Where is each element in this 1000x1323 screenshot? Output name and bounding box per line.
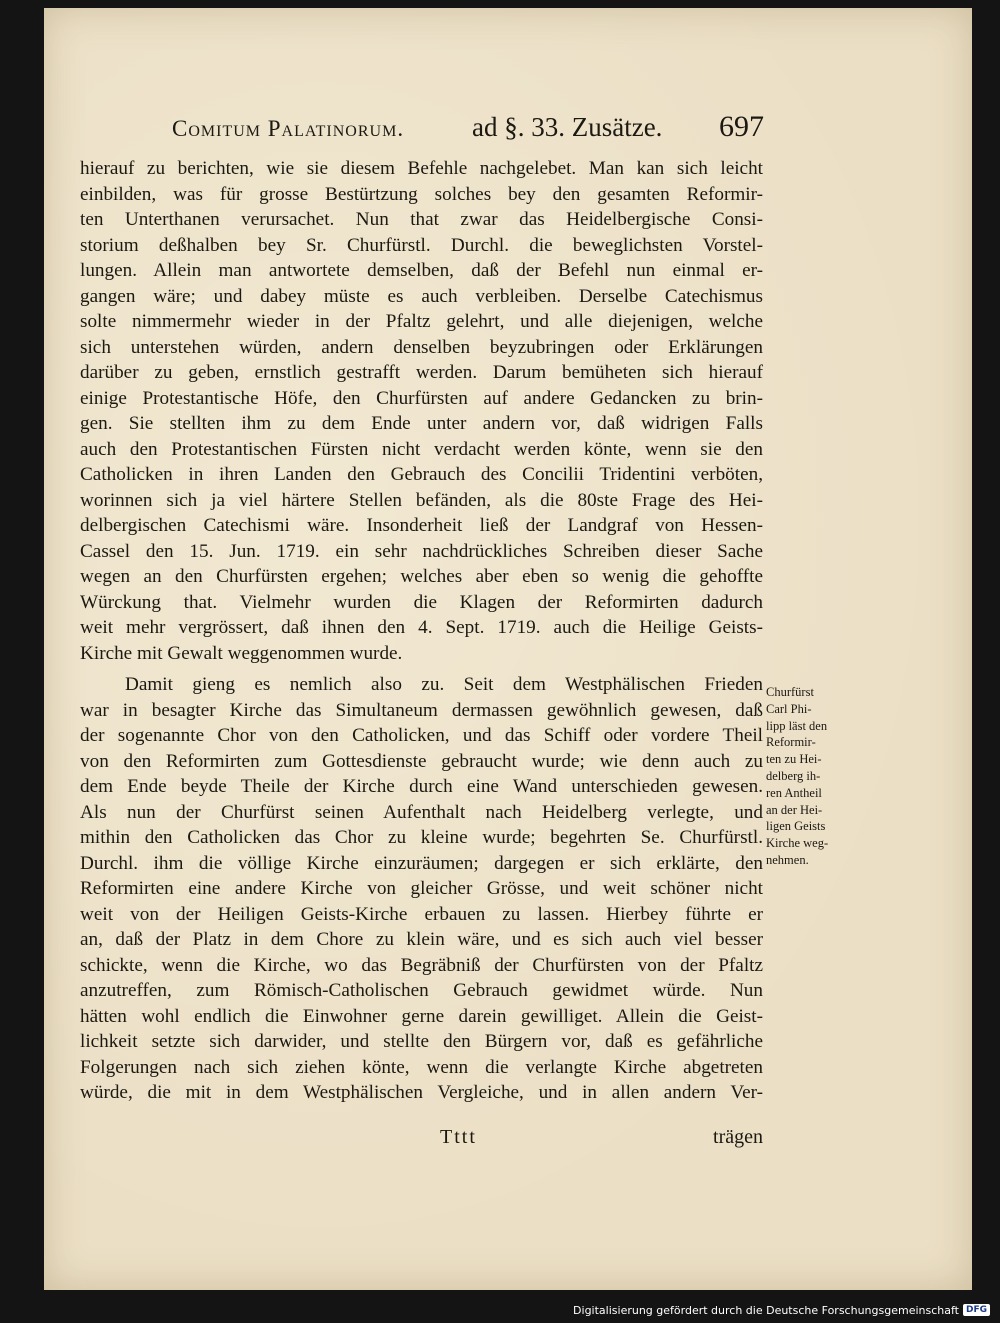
- text-line: würde, die mit in dem Westphälischen Vergleiche, und in allen andern Ver-: [80, 1082, 763, 1103]
- text-line: Würckung that. Vielmehr wurden die Klagen der Reformirten dadurch: [80, 591, 763, 613]
- margin-line: nehmen.: [766, 852, 809, 867]
- text-line: einbilden, was für grosse Bestürtzung solches bey den gesamten Reformir-: [80, 183, 763, 205]
- text-line: einige Protestantische Höfe, den Churfürsten auf andere Gedancken zu brin-: [80, 387, 763, 409]
- text-line: Kirche mit Gewalt weggenommen wurde.: [80, 642, 403, 664]
- running-title: Comitum Palatinorum.: [172, 116, 405, 141]
- text-line: anzutreffen, zum Römisch-Catholischen Gebrauch gewidmet würde. Nun: [80, 980, 763, 1001]
- signature-mark: Tttt: [440, 1126, 477, 1148]
- text-line: Reformirten eine andere Kirche von gleicher Grösse, und weit schöner nicht: [80, 878, 763, 899]
- main-text: [80, 156, 763, 1106]
- text-line: solte nimmermehr wieder in der Pfaltz gelehrt, und alle diejenigen, welche: [80, 311, 763, 332]
- text-line: lungen. Allein man antwortete demselben, daß der Befehl nun einmal er-: [80, 260, 763, 281]
- margin-note: [766, 684, 856, 869]
- margin-line: Reformir-: [766, 735, 816, 750]
- text-line: lichkeit setzte sich darwider, und stellte den Bürgern vor, daß es gefährliche: [80, 1031, 763, 1052]
- text-line: wegen an den Churfürsten ergehen; welches aber eben so wenig die gehoffte: [80, 566, 763, 587]
- text-line: Catholicken in ihren Landen den Gebrauch des Concilii Tridentini verböten,: [80, 464, 763, 485]
- text-line: ten Unterthanen verursachet. Nun that zwar das Heidelbergische Consi-: [80, 209, 763, 230]
- text-line: Damit gieng es nemlich also zu. Seit dem Westphälischen Frieden: [125, 674, 763, 695]
- margin-line: Kirche weg-: [766, 836, 829, 851]
- text-line: sich unterstehen würden, andern denselben beyzubringen oder Erklärungen: [80, 336, 763, 358]
- digitization-credit: [573, 1302, 990, 1318]
- text-line: worinnen sich ja viel härtere Stellen befänden, als die 80ste Frage des Hei-: [80, 489, 763, 511]
- text-line: auch den Protestantischen Fürsten nicht verdacht werden könte, wenn sie den: [80, 438, 763, 460]
- margin-line: delberg ih-: [766, 768, 821, 783]
- text-line: mithin den Catholicken das Chor zu kleine wurde; begehrten Se. Churfürstl.: [80, 827, 763, 848]
- margin-line: Churfürst: [766, 685, 814, 699]
- text-line: dem Ende beyde Theile der Kirche durch eine Wand unterschieden gewesen.: [80, 776, 763, 797]
- text-line: von den Reformirten zum Gottesdienste gebraucht wurde; wie denn auch zu: [80, 750, 763, 772]
- text-line: schickte, wenn die Kirche, wo das Begräbniß der Churfürsten von der Pfaltz: [80, 954, 763, 976]
- text-line: storium deßhalben bey Sr. Churfürstl. Durchl. die beweglichsten Vorstel-: [80, 234, 763, 256]
- page-footer: [80, 1126, 763, 1156]
- section-reference: ad §. 33. Zusätze.: [472, 112, 663, 142]
- text-line: gen. Sie stellten ihm zu dem Ende unter andern vor, daß widrigen Falls: [80, 413, 763, 434]
- page-number: 697: [719, 110, 764, 143]
- text-line: weit mehr vergrössert, daß ihnen den 4. Sept. 1719. auch die Heilige Geists-: [80, 617, 763, 638]
- text-line: war in besagter Kirche das Simultaneum dermassen gewöhnlich gewesen, daß: [80, 699, 763, 721]
- margin-line: ren Antheil: [766, 785, 822, 800]
- text-line: gangen wäre; und dabey müste es auch verbleiben. Derselbe Catechismus: [80, 285, 763, 307]
- text-line: delbergischen Catechismi wäre. Insonderheit ließ der Landgraf von Hessen-: [80, 515, 763, 536]
- paragraph-2: [80, 672, 763, 1106]
- credit-text: Digitalisierung gefördert durch die Deutsche Forschungsgemeinschaft: [573, 1303, 959, 1317]
- catchword: trägen: [713, 1126, 763, 1148]
- text-line: darüber zu geben, ernstlich gestrafft werden. Darum bemüheten sich hierauf: [80, 362, 763, 383]
- running-header: [172, 110, 764, 150]
- margin-line: lipp läst den: [766, 718, 828, 733]
- text-line: an, daß der Platz in dem Chore zu klein wäre, und es sich auch viel besser: [80, 929, 763, 950]
- text-line: Durchl. ihm die völlige Kirche einzuräumen; dargegen er sich erklärte, den: [80, 852, 763, 874]
- text-line: der sogenannte Chor von den Catholicken, und das Schiff oder vordere Theil: [80, 725, 763, 746]
- text-line: Folgerungen nach sich ziehen könte, wenn die verlangte Kirche abgetreten: [80, 1056, 763, 1078]
- text-line: Cassel den 15. Jun. 1719. ein sehr nachdrückliches Schreiben dieser Sache: [80, 540, 763, 562]
- margin-line: an der Hei-: [766, 802, 823, 817]
- margin-line: Carl Phi-: [766, 701, 812, 716]
- paragraph-1: [80, 156, 763, 666]
- text-line: weit von der Heiligen Geists-Kirche erbauen zu lassen. Hierbey führte er: [80, 903, 763, 925]
- margin-line: ligen Geists: [766, 819, 826, 834]
- text-line: hätten wohl endlich die Einwohner gerne darein gewilliget. Allein die Geist-: [80, 1005, 763, 1027]
- margin-line: ten zu Hei-: [766, 752, 822, 767]
- text-line: hierauf zu berichten, wie sie diesem Befehle nachgelebet. Man kan sich leicht: [80, 158, 763, 179]
- text-line: Als nun der Churfürst seinen Aufenthalt nach Heidelberg verlegte, und: [80, 801, 763, 823]
- dfg-logo: DFG: [963, 1304, 990, 1316]
